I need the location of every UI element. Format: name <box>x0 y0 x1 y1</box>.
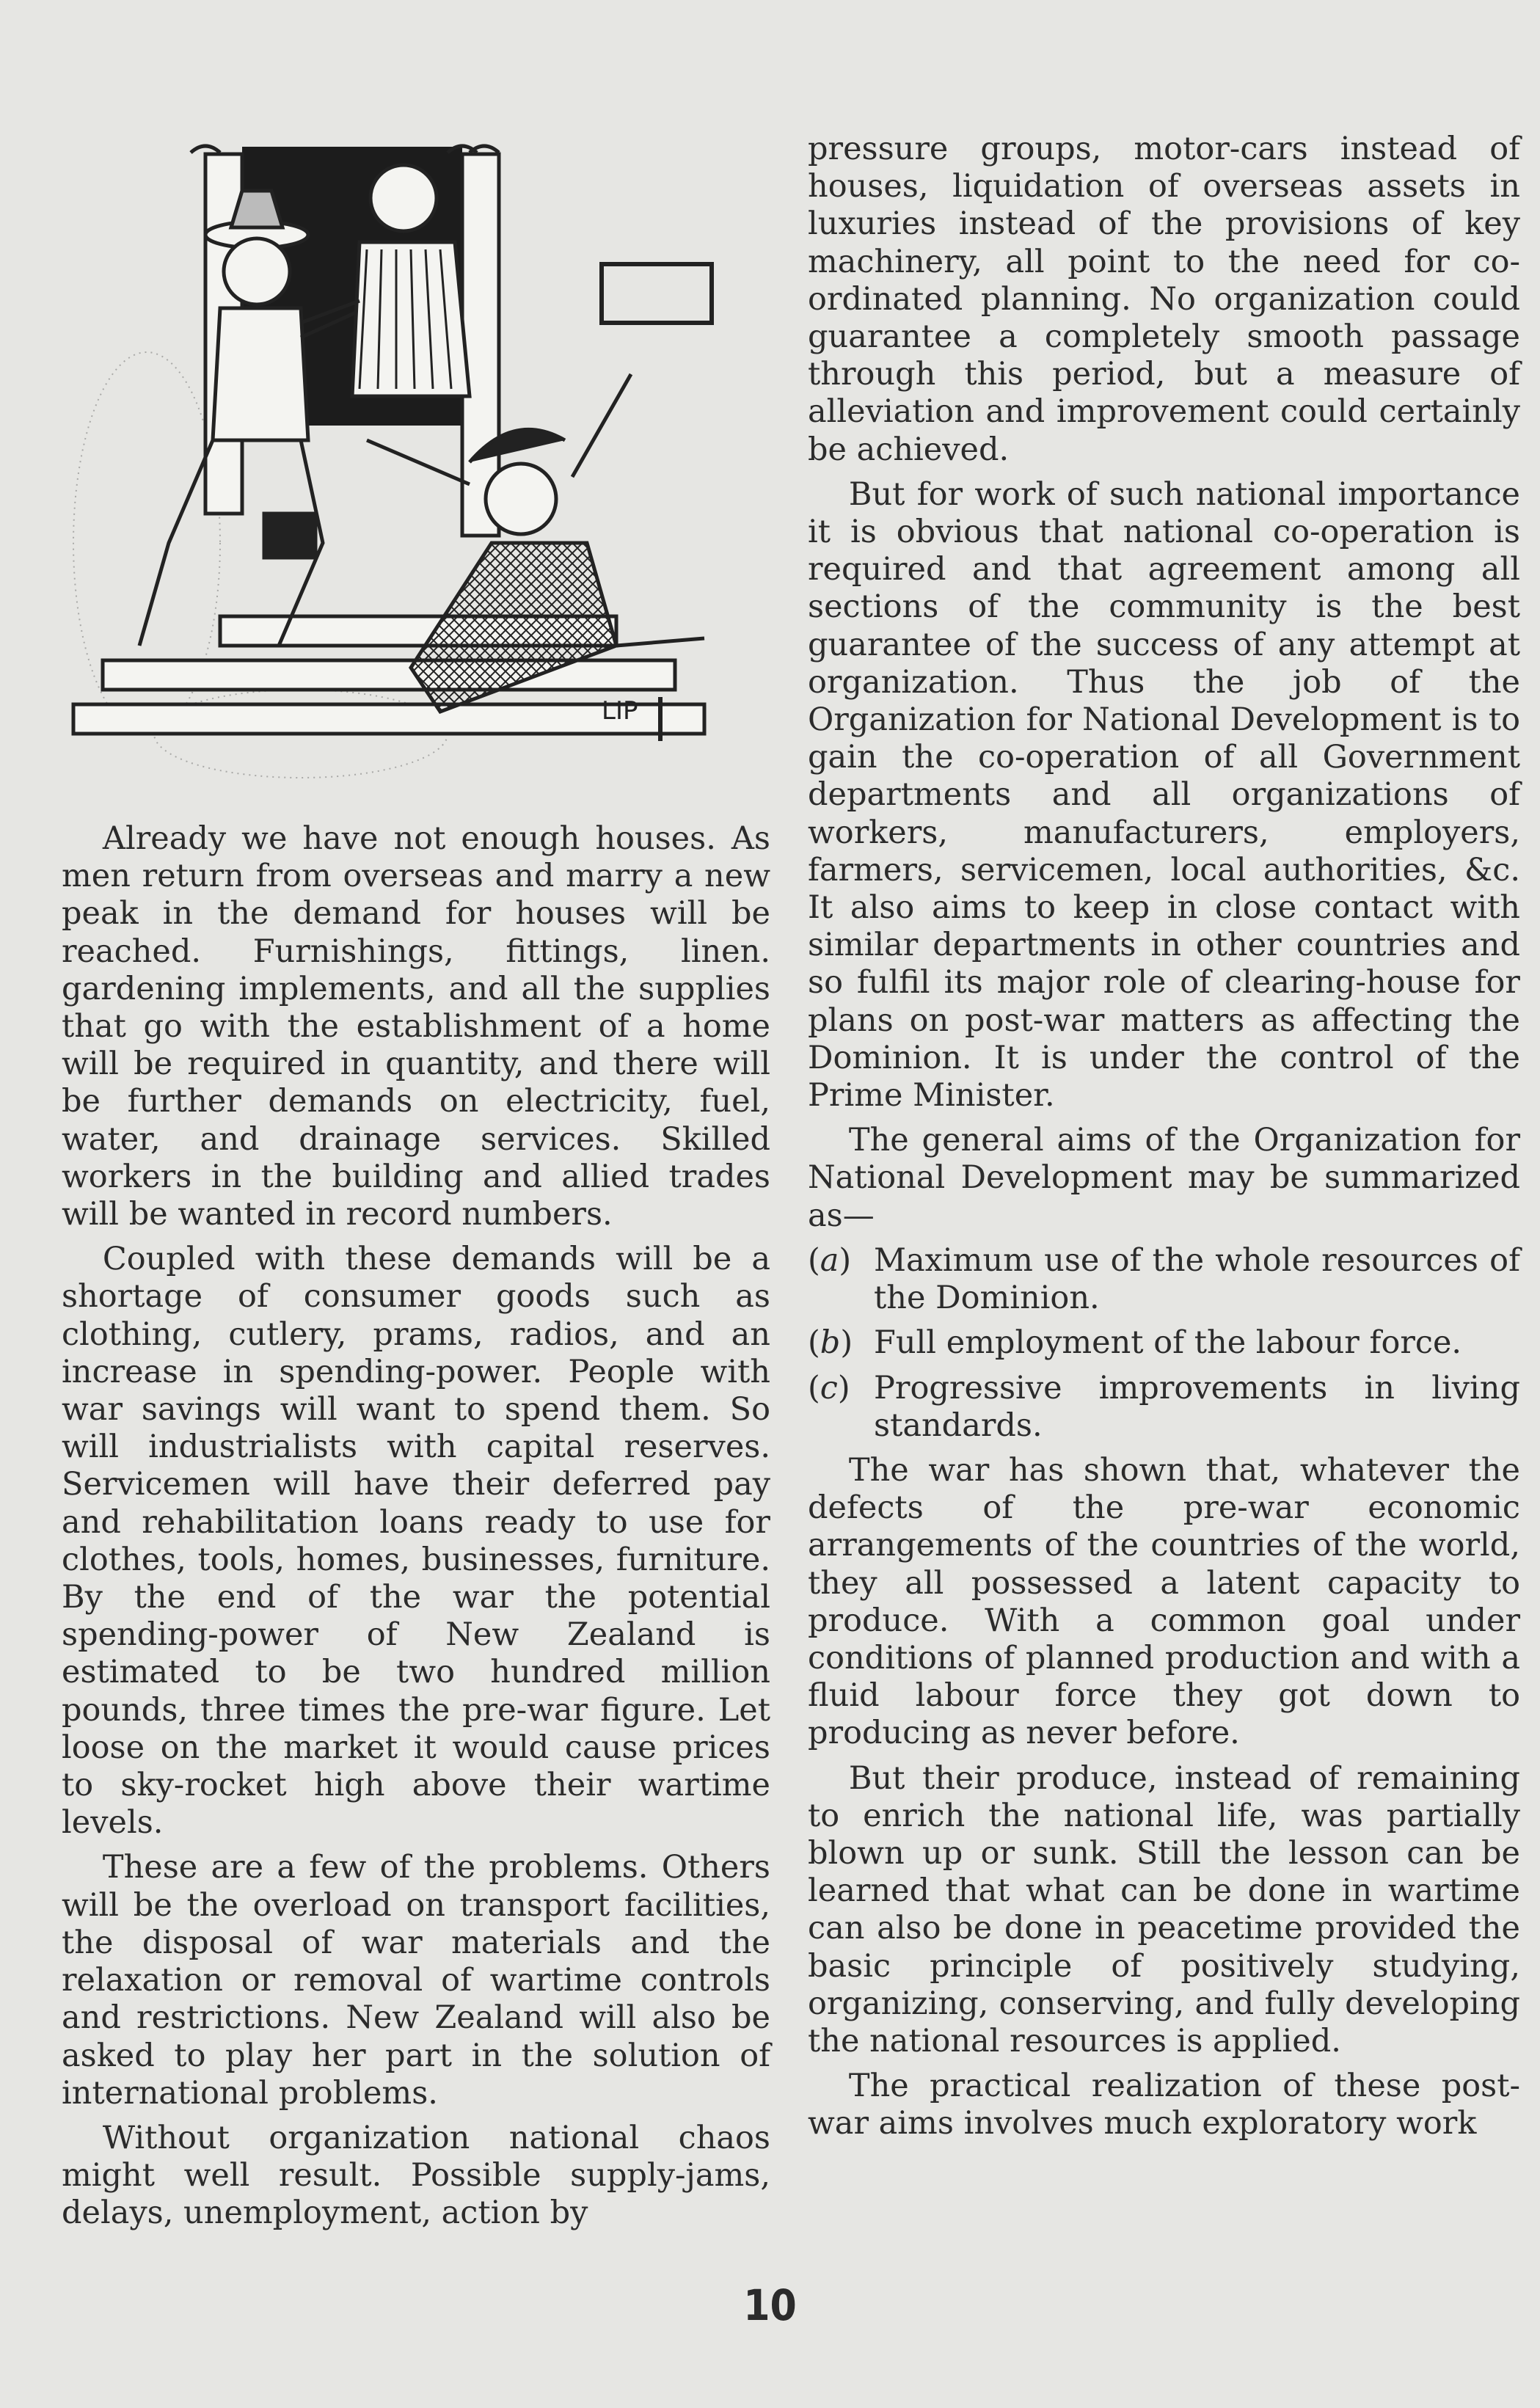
list-marker: (a) <box>808 1241 852 1279</box>
list-marker: (b) <box>808 1324 853 1362</box>
paragraph: Already we have not enough houses. As men return from overseas and marry a new peak in the demand for houses will be reached. Furnishings, fittings, linen. gardening implements, and all the supplies that go with the establishment of a home will be required in quantity, and there will be further demands on electricity, fuel, water, and drainage services. Skilled workers in the building and allied trades will be wanted in record numbers. <box>62 820 770 1233</box>
page-number: 10 <box>743 2280 797 2330</box>
list-marker: (c) <box>808 1369 850 1407</box>
paragraph: Without organization national chaos might well result. Possible supply-jams, delays, unemployment, action by <box>62 2119 770 2232</box>
list-item: (b) Full employment of the labour force. <box>808 1324 1462 1362</box>
continued-paragraph: pressure groups, motor-cars instead of houses, liquidation of overseas assets in luxuries instead of the provisions of key machinery, all point to the need for co-ordinated planning. No organization could guarantee a completely smooth passage through this period, but a measure of alleviation and improvement could certainly be achieved. <box>808 131 1520 468</box>
right-column-text <box>808 131 1520 2150</box>
paragraph: But their produce, instead of remaining to enrich the national life, was partially blown up or sunk. Still the lesson can be learned that what can be done in wartime can also be done in peacetime provided the basic principle of positively studying, organizing, conserving, and fully developing the national resources is applied. <box>808 1759 1520 2059</box>
paragraph: These are a few of the problems. Others will be the overload on transport facilities, the disposal of war materials and the relaxation or removal of wartime controls and restrictions. New Zealand will also be asked to play her part in the solution of international problems. <box>62 1849 770 2112</box>
paragraph: The war has shown that, whatever the defects of the pre-war economic arrangements of the countries of the world, they all possessed a latent capacity to produce. With a common goal under conditions of planned production and with a fluid labour force they got down to producing as never before. <box>808 1451 1520 1752</box>
paragraph: The practical realization of these post-war aims involves much exploratory work <box>808 2068 1520 2142</box>
list-item: (c) Progressive improvements in living standards. <box>808 1369 1520 1444</box>
illustrator-signature: LIP <box>602 696 638 726</box>
aims-list <box>808 1242 1520 1445</box>
wall-plaque <box>602 264 712 323</box>
paragraph: The general aims of the Organization for National Development may be summarized as— <box>808 1122 1520 1234</box>
left-column-text <box>62 820 770 2240</box>
paragraph: Coupled with these demands will be a shortage of consumer goods such as clothing, cutlery, prams, radios, and an increase in spending-power. People with war savings will want to spend them. So will industrialists with capital reserves. Servicemen will have their deferred pay and rehabilitation loans ready to use for clothes, tools, homes, businesses, furniture. By the end of the war the potential spending-power of New Zealand is estimated to be two hundred million pounds, three times the pre-war figure. Let loose on the market it would cause prices to sky-rocket high above their wartime levels. <box>62 1241 770 1842</box>
paragraph: But for work of such national importance it is obvious that national co-operation is required and that agreement among all sections of the community is the best guarantee of the success of any attempt at organization. Thus the job of the Organization for National Development is to gain the co-operation of all Government departments and all organizations of workers, manufacturers, employers, farmers, servicemen, local authorities, &c. It also aims to keep in close contact with similar departments in other countries and so fulfil its major role of clearing-house for plans on post-war matters as affecting the Dominion. It is under the control of the Prime Minister. <box>808 475 1520 1114</box>
list-item: (a) Maximum use of the whole resources of the Dominion. <box>808 1241 1520 1317</box>
cartoon-illustration <box>59 132 734 807</box>
